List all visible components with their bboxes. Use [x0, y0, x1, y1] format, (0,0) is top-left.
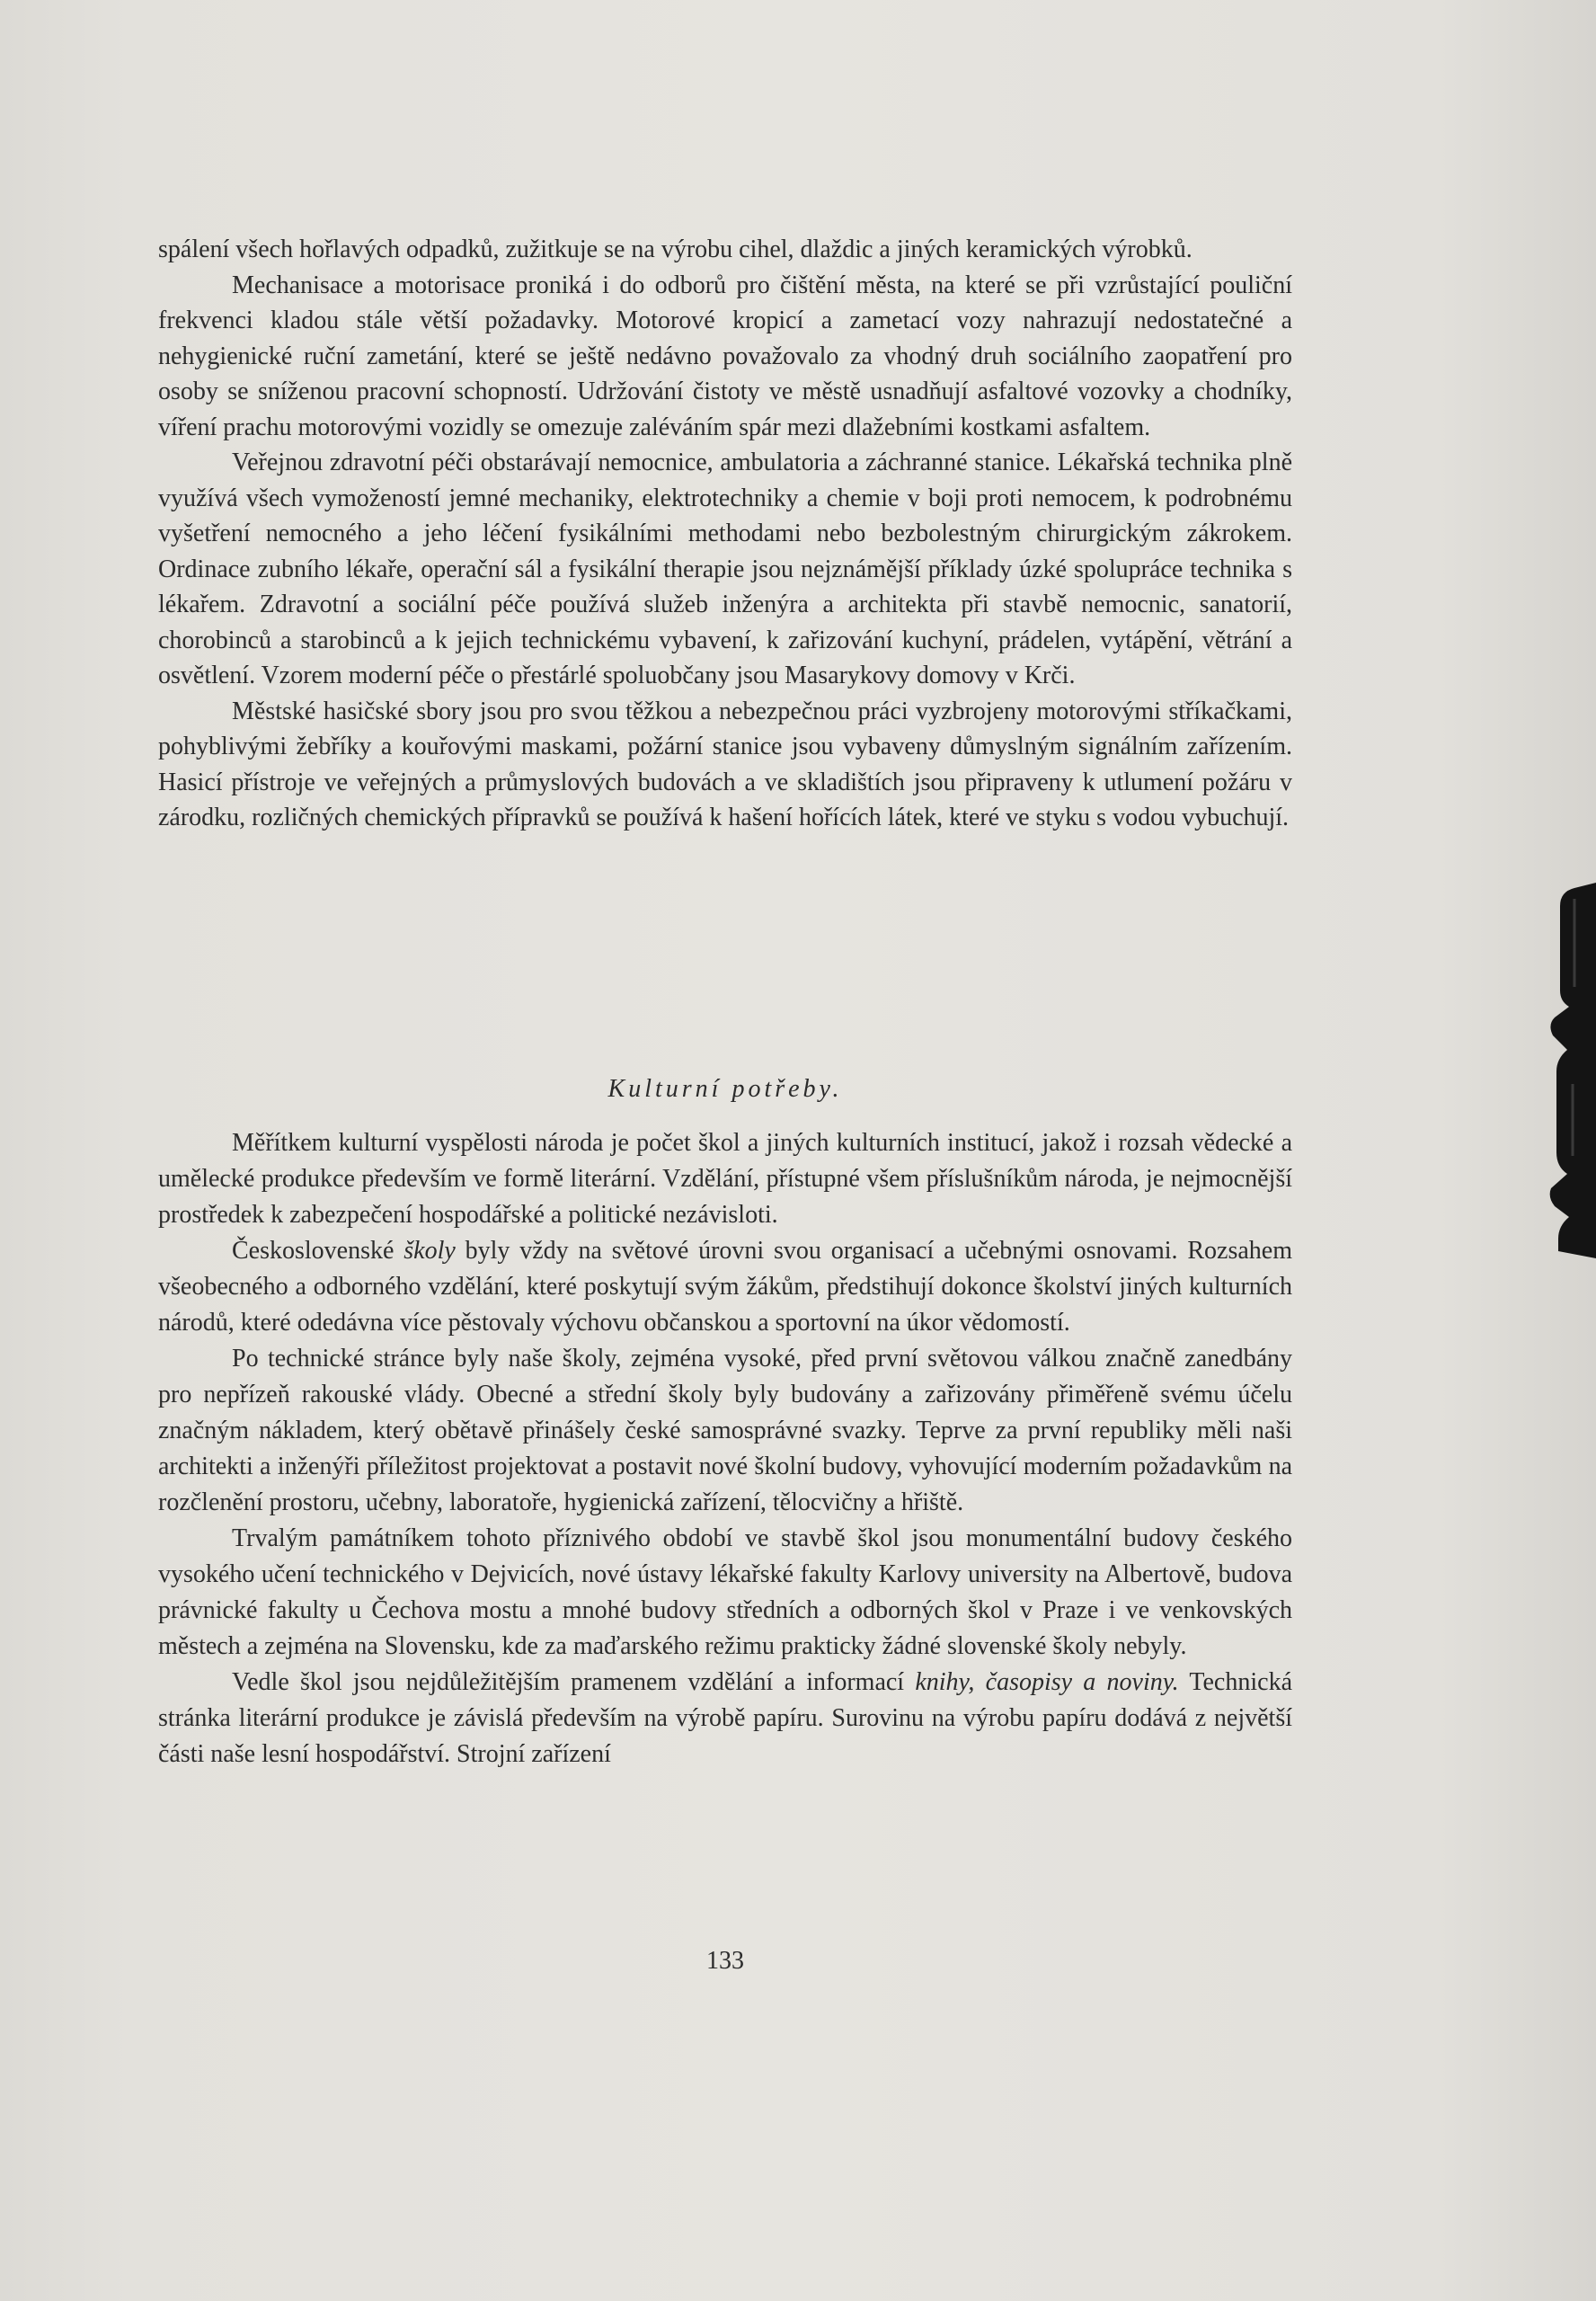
paragraph-culture-measure: Měřítkem kulturní vyspělosti národa je počet škol a jiných kulturních institucí, jakož i rozsah vědecké a umělecké produkce především ve formě literární. Vzdělání, přístupné všem příslušníkům národa, je nejmocnější prostředek k zabezpečení hospodářské a politické nezávisloti. — [158, 1129, 1292, 1229]
schools-emphasis: školy — [403, 1237, 456, 1265]
paragraph-schools-rest: byly vždy na světové úrovni svou organisací a učebnými osnovami. Rozsahem všeobecného a odborného vzdělání, které poskytují svým žákům, předstihují dokonce školství jiných kulturních národů, které odedávna více pěstovaly výchovu občanskou a sportovní na úkor vědomostí. — [158, 1237, 1292, 1337]
paragraph-mechanisation: Mechanisace a motorisace proniká i do odborů pro čištění města, na které se při vzrůstající pouliční frekvenci kladou stále větší požadavky. Motorové kropicí a zametací vozy nahrazují nedostatečné a nehygienické ruční zametání, které se ještě nedávno považovalo za vhodný druh sociálního zaopatření pro osoby se sníženou pracovní schopností. Udržování čistoty ve městě usnadňují asfaltové vozovky a chodníky, víření prachu motorovými vozidly se omezuje zaléváním spár mezi dlažebními kostkami asfaltem. — [158, 271, 1292, 441]
books-emphasis: knihy, časopisy a noviny. — [915, 1668, 1179, 1696]
paragraph-books-rest: Technická stránka literární produkce je závislá především na výrobě papíru. Surovinu na výrobu papíru dodává z největší části naše lesní hospodářství. Strojní zařízení — [158, 1668, 1292, 1768]
body-text-culture — [158, 1125, 1292, 1772]
paragraph-books — [158, 1665, 1292, 1772]
paragraph-books-start: Vedle škol jsou nejdůležitějším pramenem vzdělání a informací — [232, 1668, 916, 1696]
paragraph-schools-start: Československé — [232, 1237, 404, 1265]
binder-clip-icon — [1547, 883, 1596, 1258]
paragraph-continued: spálení všech hořlavých odpadků, zužitkuje se na výrobu cihel, dlaždic a jiných keramických výrobků. — [158, 235, 1193, 263]
paragraph-schools — [158, 1233, 1292, 1341]
page-number: 133 — [706, 1947, 744, 1975]
paragraph-health-care: Veřejnou zdravotní péči obstarávají nemocnice, ambulatoria a záchranné stanice. Lékařská technika plně využívá všech vymožeností jemné mechaniky, elektrotechniky a chemie v boji proti nemocem, k podrobnému vyšetření nemocného a jeho léčení fysikálními methodami nebo bezbolestným chirurgickým zákrokem. Ordinace zubního lékaře, operační sál a fysikální therapie jsou nejznámější příklady úzké spolupráce technika s lékařem. Zdravotní a sociální péče používá služeb inženýra a architekta při stavbě nemocnic, sanatorií, chorobinců a starobinců a k jejich technickému vybavení, k zařizování kuchyní, prádelen, vytápění, větrání a osvětlení. Vzorem moderní péče o přestárlé spoluobčany jsou Masarykovy domovy v Krči. — [158, 449, 1292, 689]
body-text-top — [158, 232, 1292, 836]
paragraph-technical-side: Po technické stránce byly naše školy, zejména vysoké, před první světovou válkou značně zanedbány pro nepřízeň rakouské vlády. Obecné a střední školy byly budovány a zařizovány přiměřeně svému účelu značným nákladem, který obětavě přinášely české samosprávné svazky. Teprve za první republiky měli naši architekti a inženýři příležitost projektovat a postavit nové školní budovy, vyhovující moderním požadavkům na rozčlenění prostoru, učebny, laboratoře, hygienická zařízení, tělocvičny a hřiště. — [158, 1345, 1292, 1516]
paragraph-fire-brigades: Městské hasičské sbory jsou pro svou těžkou a nebezpečnou práci vyzbrojeny motorovými stříkačkami, pohyblivými žebříky a kouřovými maskami, požární stanice jsou vybaveny důmyslným signálním zařízením. Hasicí přístroje ve veřejných a průmyslových budovách a ve skladištích jsou připraveny k utlumení požáru v zárodku, rozličných chemických přípravků se používá k hašení hořících látek, které ve styku s vodou vybuchují. — [158, 697, 1292, 831]
paragraph-monuments: Trvalým památníkem tohoto příznivého období ve stavbě škol jsou monumentální budovy českého vysokého učení technického v Dejvicích, nové ústavy lékařské fakulty Karlovy university na Albertově, budova právnické fakulty u Čechova mostu a mnohé budovy středních a odborných škol v Praze i ve venkovských městech a zejména na Slovensku, kde za maďarského režimu prakticky žádné slovenské školy nebyly. — [158, 1524, 1292, 1660]
section-heading: Kulturní potřeby. — [607, 1075, 843, 1103]
